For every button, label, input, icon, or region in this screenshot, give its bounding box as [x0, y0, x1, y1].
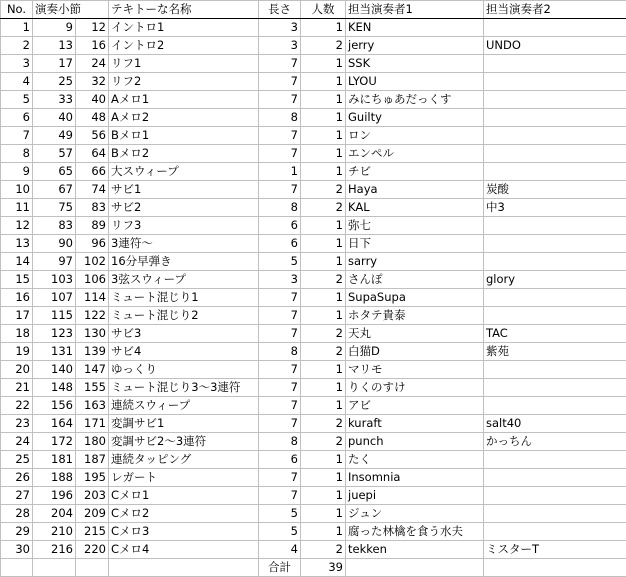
cell-no[interactable]: 21: [1, 379, 33, 397]
cell-end-measure[interactable]: 171: [76, 415, 109, 433]
cell-start-measure[interactable]: 140: [33, 361, 76, 379]
cell-count[interactable]: 1: [301, 307, 346, 325]
cell-end-measure[interactable]: 64: [76, 145, 109, 163]
cell-length[interactable]: 3: [259, 37, 301, 55]
cell-no[interactable]: 17: [1, 307, 33, 325]
table-row: [1, 271, 626, 289]
cell-name[interactable]: Aメロ2: [109, 109, 259, 127]
cell-start-measure[interactable]: 148: [33, 379, 76, 397]
cell-player1[interactable]: LYOU: [346, 73, 484, 91]
cell-length[interactable]: 7: [259, 415, 301, 433]
cell-player1[interactable]: 日下: [346, 235, 484, 253]
cell-no[interactable]: 28: [1, 505, 33, 523]
cell-no[interactable]: 11: [1, 199, 33, 217]
cell-end-measure[interactable]: 102: [76, 253, 109, 271]
cell-end-measure[interactable]: 24: [76, 55, 109, 73]
table-row: [1, 127, 626, 145]
cell-player1[interactable]: KAL: [346, 199, 484, 217]
cell-count[interactable]: 2: [301, 271, 346, 289]
cell-name[interactable]: ミュート混じり2: [109, 307, 259, 325]
cell-length[interactable]: 6: [259, 451, 301, 469]
cell-name[interactable]: Cメロ4: [109, 541, 259, 559]
cell-start-measure[interactable]: 57: [33, 145, 76, 163]
cell-count[interactable]: 1: [301, 163, 346, 181]
cell-count[interactable]: 2: [301, 433, 346, 451]
cell-end-measure[interactable]: 180: [76, 433, 109, 451]
cell-no[interactable]: 1: [1, 19, 33, 37]
cell-player2[interactable]: [484, 127, 626, 145]
cell-name[interactable]: ゆっくり: [109, 361, 259, 379]
cell-name[interactable]: Bメロ1: [109, 127, 259, 145]
cell-no[interactable]: 13: [1, 235, 33, 253]
cell-player2[interactable]: ミスターT: [484, 541, 626, 559]
cell-player1[interactable]: 白猫D: [346, 343, 484, 361]
cell-count[interactable]: 1: [301, 217, 346, 235]
cell-no[interactable]: 7: [1, 127, 33, 145]
cell-name[interactable]: サビ3: [109, 325, 259, 343]
cell-start-measure[interactable]: 196: [33, 487, 76, 505]
cell-player2[interactable]: [484, 217, 626, 235]
cell-length[interactable]: 7: [259, 181, 301, 199]
table-row: [1, 145, 626, 163]
cell-name[interactable]: 連続タッピング: [109, 451, 259, 469]
cell-player1[interactable]: Guilty: [346, 109, 484, 127]
cell-player1[interactable]: ジュン: [346, 505, 484, 523]
cell-start-measure[interactable]: 103: [33, 271, 76, 289]
cell-player2[interactable]: [484, 307, 626, 325]
cell-start-measure[interactable]: 13: [33, 37, 76, 55]
cell-player1[interactable]: jerry: [346, 37, 484, 55]
table-row: [1, 163, 626, 181]
cell-player2[interactable]: [484, 73, 626, 91]
cell-start-measure[interactable]: 188: [33, 469, 76, 487]
empty-cell[interactable]: [76, 559, 109, 577]
cell-start-measure[interactable]: 131: [33, 343, 76, 361]
cell-count[interactable]: 1: [301, 127, 346, 145]
table-row: [1, 199, 626, 217]
table-row: [1, 235, 626, 253]
cell-player1[interactable]: アビ: [346, 397, 484, 415]
cell-player1[interactable]: 腐った林檎を食う水夫: [346, 523, 484, 541]
cell-no[interactable]: 18: [1, 325, 33, 343]
cell-length[interactable]: 8: [259, 199, 301, 217]
cell-player2[interactable]: [484, 253, 626, 271]
cell-count[interactable]: 1: [301, 19, 346, 37]
cell-name[interactable]: サビ2: [109, 199, 259, 217]
cell-start-measure[interactable]: 49: [33, 127, 76, 145]
cell-length[interactable]: 7: [259, 91, 301, 109]
cell-end-measure[interactable]: 209: [76, 505, 109, 523]
cell-start-measure[interactable]: 123: [33, 325, 76, 343]
cell-no[interactable]: 3: [1, 55, 33, 73]
cell-start-measure[interactable]: 25: [33, 73, 76, 91]
table-row: [1, 91, 626, 109]
cell-count[interactable]: 2: [301, 415, 346, 433]
cell-player2[interactable]: salt40: [484, 415, 626, 433]
table-row: [1, 307, 626, 325]
cell-player2[interactable]: [484, 397, 626, 415]
cell-start-measure[interactable]: 156: [33, 397, 76, 415]
table-row: [1, 37, 626, 55]
header-player2[interactable]: 担当演奏者2: [484, 1, 626, 19]
cell-name[interactable]: 16分早弾き: [109, 253, 259, 271]
cell-name[interactable]: 3弦スウィープ: [109, 271, 259, 289]
cell-player2[interactable]: かっちん: [484, 433, 626, 451]
cell-player2[interactable]: [484, 487, 626, 505]
cell-player1[interactable]: たく: [346, 451, 484, 469]
header-row: [1, 1, 626, 19]
cell-player2[interactable]: [484, 361, 626, 379]
cell-player2[interactable]: [484, 379, 626, 397]
table-row: [1, 379, 626, 397]
cell-no[interactable]: 2: [1, 37, 33, 55]
cell-end-measure[interactable]: 12: [76, 19, 109, 37]
cell-count[interactable]: 1: [301, 523, 346, 541]
header-start-measure[interactable]: 演奏小節: [33, 1, 109, 19]
cell-name[interactable]: ミュート混じり3～3連符: [109, 379, 259, 397]
cell-end-measure[interactable]: 106: [76, 271, 109, 289]
cell-count[interactable]: 2: [301, 541, 346, 559]
cell-end-measure[interactable]: 48: [76, 109, 109, 127]
cell-length[interactable]: 6: [259, 217, 301, 235]
cell-length[interactable]: 7: [259, 379, 301, 397]
cell-length[interactable]: 3: [259, 271, 301, 289]
cell-end-measure[interactable]: 32: [76, 73, 109, 91]
cell-length[interactable]: 7: [259, 325, 301, 343]
cell-name[interactable]: Cメロ1: [109, 487, 259, 505]
cell-length[interactable]: 8: [259, 109, 301, 127]
empty-cell[interactable]: [109, 559, 259, 577]
cell-player1[interactable]: juepi: [346, 487, 484, 505]
cell-length[interactable]: 7: [259, 289, 301, 307]
cell-player2[interactable]: 中3: [484, 199, 626, 217]
cell-player2[interactable]: [484, 505, 626, 523]
cell-length[interactable]: 1: [259, 163, 301, 181]
cell-count[interactable]: 2: [301, 37, 346, 55]
cell-length[interactable]: 7: [259, 487, 301, 505]
cell-end-measure[interactable]: 195: [76, 469, 109, 487]
cell-player1[interactable]: punch: [346, 433, 484, 451]
cell-length[interactable]: 7: [259, 127, 301, 145]
cell-no[interactable]: 12: [1, 217, 33, 235]
cell-end-measure[interactable]: 16: [76, 37, 109, 55]
cell-no[interactable]: 14: [1, 253, 33, 271]
cell-player1[interactable]: チビ: [346, 163, 484, 181]
cell-player2[interactable]: [484, 19, 626, 37]
cell-player1[interactable]: ロン: [346, 127, 484, 145]
cell-name[interactable]: レガート: [109, 469, 259, 487]
cell-count[interactable]: 1: [301, 289, 346, 307]
cell-start-measure[interactable]: 204: [33, 505, 76, 523]
cell-name[interactable]: 変調サビ2～3連符: [109, 433, 259, 451]
cell-length[interactable]: 3: [259, 19, 301, 37]
cell-end-measure[interactable]: 203: [76, 487, 109, 505]
cell-player1[interactable]: みにちゅあだっくす: [346, 91, 484, 109]
cell-no[interactable]: 16: [1, 289, 33, 307]
cell-count[interactable]: 2: [301, 325, 346, 343]
cell-length[interactable]: 8: [259, 433, 301, 451]
cell-count[interactable]: 1: [301, 55, 346, 73]
table-row: [1, 325, 626, 343]
cell-length[interactable]: 5: [259, 505, 301, 523]
cell-end-measure[interactable]: 187: [76, 451, 109, 469]
cell-name[interactable]: 連続スウィープ: [109, 397, 259, 415]
cell-player1[interactable]: sarry: [346, 253, 484, 271]
table-row: [1, 415, 626, 433]
cell-start-measure[interactable]: 107: [33, 289, 76, 307]
header-count[interactable]: 人数: [301, 1, 346, 19]
cell-count[interactable]: 1: [301, 253, 346, 271]
cell-no[interactable]: 4: [1, 73, 33, 91]
cell-count[interactable]: 1: [301, 145, 346, 163]
cell-no[interactable]: 27: [1, 487, 33, 505]
cell-no[interactable]: 22: [1, 397, 33, 415]
total-label[interactable]: 合計: [259, 559, 301, 577]
cell-count[interactable]: 1: [301, 235, 346, 253]
cell-player1[interactable]: りくのすけ: [346, 379, 484, 397]
cell-player2[interactable]: 炭酸: [484, 181, 626, 199]
cell-name[interactable]: Cメロ3: [109, 523, 259, 541]
cell-count[interactable]: 1: [301, 361, 346, 379]
header-length[interactable]: 長さ: [259, 1, 301, 19]
cell-start-measure[interactable]: 115: [33, 307, 76, 325]
table-row: [1, 73, 626, 91]
cell-player2[interactable]: UNDO: [484, 37, 626, 55]
cell-player2[interactable]: [484, 91, 626, 109]
cell-start-measure[interactable]: 40: [33, 109, 76, 127]
cell-end-measure[interactable]: 215: [76, 523, 109, 541]
cell-name[interactable]: 3連符～: [109, 235, 259, 253]
header-name[interactable]: テキトーな名称: [109, 1, 259, 19]
table-row: [1, 541, 626, 559]
cell-end-measure[interactable]: 155: [76, 379, 109, 397]
cell-start-measure[interactable]: 172: [33, 433, 76, 451]
table-row: [1, 289, 626, 307]
total-row: [1, 559, 626, 577]
cell-end-measure[interactable]: 83: [76, 199, 109, 217]
cell-player1[interactable]: KEN: [346, 19, 484, 37]
cell-name[interactable]: サビ1: [109, 181, 259, 199]
cell-name[interactable]: リフ1: [109, 55, 259, 73]
cell-player2[interactable]: TAC: [484, 325, 626, 343]
cell-start-measure[interactable]: 83: [33, 217, 76, 235]
empty-cell[interactable]: [484, 559, 626, 577]
cell-player2[interactable]: [484, 469, 626, 487]
cell-end-measure[interactable]: 74: [76, 181, 109, 199]
table-row: [1, 19, 626, 37]
cell-player2[interactable]: [484, 289, 626, 307]
cell-player1[interactable]: SSK: [346, 55, 484, 73]
cell-end-measure[interactable]: 40: [76, 91, 109, 109]
cell-player1[interactable]: 天丸: [346, 325, 484, 343]
cell-player1[interactable]: さんぽ: [346, 271, 484, 289]
cell-player1[interactable]: tekken: [346, 541, 484, 559]
cell-length[interactable]: 8: [259, 343, 301, 361]
cell-name[interactable]: リフ3: [109, 217, 259, 235]
cell-count[interactable]: 2: [301, 199, 346, 217]
cell-name[interactable]: Aメロ1: [109, 91, 259, 109]
cell-length[interactable]: 5: [259, 253, 301, 271]
table-row: [1, 55, 626, 73]
cell-end-measure[interactable]: 220: [76, 541, 109, 559]
cell-end-measure[interactable]: 122: [76, 307, 109, 325]
cell-start-measure[interactable]: 210: [33, 523, 76, 541]
table-row: [1, 505, 626, 523]
cell-no[interactable]: 20: [1, 361, 33, 379]
cell-end-measure[interactable]: 114: [76, 289, 109, 307]
cell-player2[interactable]: [484, 235, 626, 253]
cell-end-measure[interactable]: 163: [76, 397, 109, 415]
cell-name[interactable]: イントロ1: [109, 19, 259, 37]
cell-player1[interactable]: エンペル: [346, 145, 484, 163]
cell-player2[interactable]: 紫苑: [484, 343, 626, 361]
cell-name[interactable]: リフ2: [109, 73, 259, 91]
cell-end-measure[interactable]: 89: [76, 217, 109, 235]
cell-length[interactable]: 7: [259, 307, 301, 325]
total-value[interactable]: 39: [301, 559, 346, 577]
cell-player1[interactable]: Haya: [346, 181, 484, 199]
cell-count[interactable]: 1: [301, 397, 346, 415]
table-row: [1, 361, 626, 379]
table-row: [1, 433, 626, 451]
cell-no[interactable]: 15: [1, 271, 33, 289]
cell-end-measure[interactable]: 66: [76, 163, 109, 181]
cell-count[interactable]: 2: [301, 181, 346, 199]
cell-length[interactable]: 7: [259, 55, 301, 73]
cell-no[interactable]: 5: [1, 91, 33, 109]
cell-start-measure[interactable]: 216: [33, 541, 76, 559]
cell-name[interactable]: サビ4: [109, 343, 259, 361]
header-no[interactable]: No.: [1, 1, 33, 19]
cell-end-measure[interactable]: 130: [76, 325, 109, 343]
cell-end-measure[interactable]: 139: [76, 343, 109, 361]
cell-length[interactable]: 7: [259, 397, 301, 415]
cell-player2[interactable]: glory: [484, 271, 626, 289]
cell-count[interactable]: 1: [301, 469, 346, 487]
cell-count[interactable]: 1: [301, 73, 346, 91]
cell-no[interactable]: 25: [1, 451, 33, 469]
table-row: [1, 181, 626, 199]
table-row: [1, 451, 626, 469]
cell-name[interactable]: 変調サビ1: [109, 415, 259, 433]
cell-player1[interactable]: 弥七: [346, 217, 484, 235]
cell-no[interactable]: 24: [1, 433, 33, 451]
cell-length[interactable]: 4: [259, 541, 301, 559]
cell-length[interactable]: 6: [259, 235, 301, 253]
cell-count[interactable]: 1: [301, 379, 346, 397]
cell-length[interactable]: 7: [259, 361, 301, 379]
table-row: [1, 253, 626, 271]
cell-end-measure[interactable]: 147: [76, 361, 109, 379]
empty-cell[interactable]: [1, 559, 33, 577]
cell-name[interactable]: Cメロ2: [109, 505, 259, 523]
cell-player1[interactable]: マリモ: [346, 361, 484, 379]
cell-name[interactable]: ミュート混じり1: [109, 289, 259, 307]
cell-start-measure[interactable]: 164: [33, 415, 76, 433]
cell-count[interactable]: 1: [301, 91, 346, 109]
cell-count[interactable]: 1: [301, 487, 346, 505]
cell-start-measure[interactable]: 67: [33, 181, 76, 199]
table-row: [1, 343, 626, 361]
cell-start-measure[interactable]: 75: [33, 199, 76, 217]
cell-player2[interactable]: [484, 109, 626, 127]
cell-start-measure[interactable]: 65: [33, 163, 76, 181]
cell-player1[interactable]: SupaSupa: [346, 289, 484, 307]
table-row: [1, 523, 626, 541]
cell-player1[interactable]: Insomnia: [346, 469, 484, 487]
cell-name[interactable]: Bメロ2: [109, 145, 259, 163]
cell-start-measure[interactable]: 33: [33, 91, 76, 109]
cell-name[interactable]: イントロ2: [109, 37, 259, 55]
table-row: [1, 109, 626, 127]
cell-no[interactable]: 29: [1, 523, 33, 541]
cell-no[interactable]: 8: [1, 145, 33, 163]
cell-no[interactable]: 26: [1, 469, 33, 487]
cell-no[interactable]: 30: [1, 541, 33, 559]
cell-start-measure[interactable]: 90: [33, 235, 76, 253]
cell-length[interactable]: 7: [259, 145, 301, 163]
cell-no[interactable]: 23: [1, 415, 33, 433]
cell-player2[interactable]: [484, 163, 626, 181]
cell-no[interactable]: 6: [1, 109, 33, 127]
cell-start-measure[interactable]: 9: [33, 19, 76, 37]
table-row: [1, 469, 626, 487]
cell-player1[interactable]: ホタテ貴泰: [346, 307, 484, 325]
cell-start-measure[interactable]: 17: [33, 55, 76, 73]
cell-count[interactable]: 1: [301, 109, 346, 127]
empty-cell[interactable]: [346, 559, 484, 577]
cell-length[interactable]: 7: [259, 73, 301, 91]
cell-length[interactable]: 7: [259, 469, 301, 487]
cell-player1[interactable]: kuraft: [346, 415, 484, 433]
cell-end-measure[interactable]: 96: [76, 235, 109, 253]
cell-start-measure[interactable]: 181: [33, 451, 76, 469]
table-row: [1, 487, 626, 505]
cell-no[interactable]: 10: [1, 181, 33, 199]
cell-end-measure[interactable]: 56: [76, 127, 109, 145]
cell-count[interactable]: 1: [301, 451, 346, 469]
header-player1[interactable]: 担当演奏者1: [346, 1, 484, 19]
cell-count[interactable]: 1: [301, 505, 346, 523]
cell-player2[interactable]: [484, 55, 626, 73]
table-row: [1, 217, 626, 235]
cell-length[interactable]: 5: [259, 523, 301, 541]
cell-count[interactable]: 2: [301, 343, 346, 361]
cell-start-measure[interactable]: 97: [33, 253, 76, 271]
cell-no[interactable]: 9: [1, 163, 33, 181]
cell-player2[interactable]: [484, 451, 626, 469]
table-row: [1, 397, 626, 415]
cell-player2[interactable]: [484, 145, 626, 163]
cell-no[interactable]: 19: [1, 343, 33, 361]
empty-cell[interactable]: [33, 559, 76, 577]
cell-name[interactable]: 大スウィープ: [109, 163, 259, 181]
cell-player2[interactable]: [484, 523, 626, 541]
